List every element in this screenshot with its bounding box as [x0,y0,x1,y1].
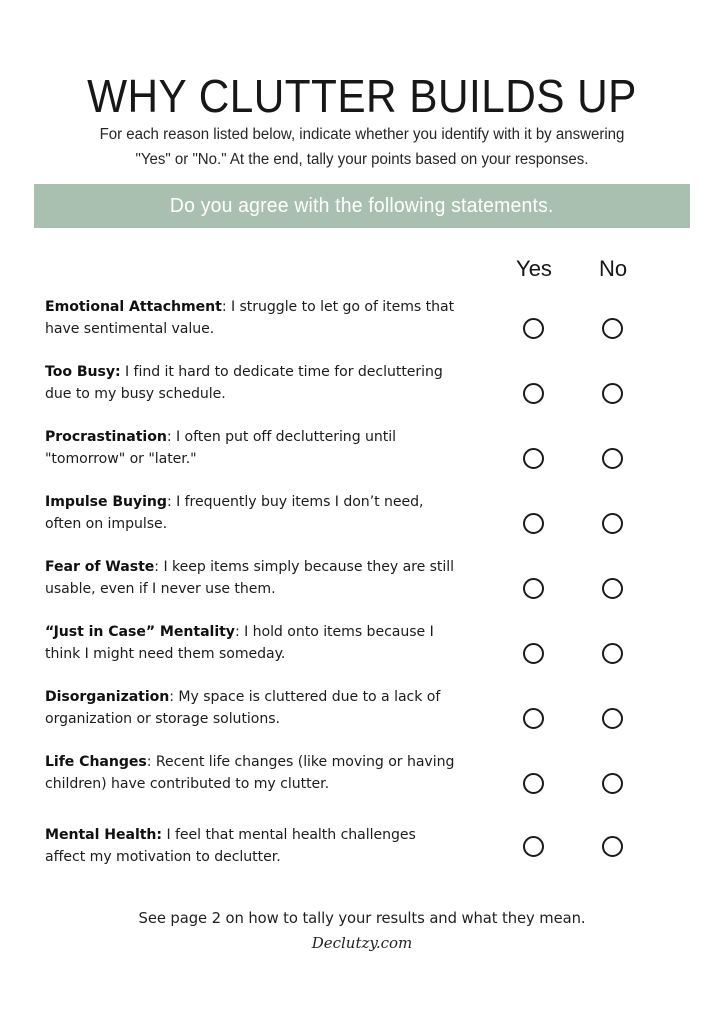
statement-body: My space is cluttered due to a lack of organization or storage solutions. [45,689,441,727]
section-banner [34,184,690,228]
statement-separator: : [166,429,176,445]
radio-no[interactable] [602,643,623,664]
radio-no[interactable] [602,708,623,729]
radio-no[interactable] [602,448,623,469]
radio-yes[interactable] [523,578,544,599]
column-header-yes: Yes [516,256,552,281]
radio-yes[interactable] [523,708,544,729]
statement-text [45,824,460,868]
statement-text [45,296,460,340]
statement-separator: : [221,299,231,315]
radio-yes[interactable] [523,383,544,404]
footer-note: See page 2 on how to tally your results and what they mean. [138,910,586,927]
statement-term: Life Changes [45,754,147,770]
radio-no[interactable] [602,578,623,599]
footer-site: Declutzy.com [311,934,413,952]
radio-yes[interactable] [523,836,544,857]
statement-term: Emotional Attachment [45,299,222,315]
statement-term: Mental Health: [45,827,163,843]
instructions-text: For each reason listed below, indicate whether you identify with it by answering "Yes" or "No." At the end, tally your points based on your responses. [99,125,625,168]
page-title: WHY CLUTTER BUILDS UP [87,69,637,122]
statement-separator: : [234,624,245,640]
statement-separator: : [146,754,156,770]
radio-no[interactable] [602,773,623,794]
statement-term: Fear of Waste [45,559,155,575]
statement-text [45,751,460,795]
statement-body: I often put off decluttering until "tomorrow" or "later." [45,429,396,467]
radio-yes[interactable] [523,318,544,339]
statement-body: I keep items simply because they are still usable, even if I never use them. [45,559,455,597]
statement-body: I feel that mental health challenges affect my motivation to declutter. [45,827,416,865]
statement-text [45,686,460,730]
statement-separator: : [169,689,179,705]
statement-body: I hold onto items because I think I might need them someday. [45,624,434,662]
statement-term: Procrastination [45,429,167,445]
statement-text [45,621,460,665]
statement-text [45,491,460,535]
section-banner-label: Do you agree with the following statements. [170,194,554,217]
statement-term: Disorganization [45,689,170,705]
statement-body: Recent life changes (like moving or having children) have contributed to my clutter. [45,754,455,792]
statement-text [45,556,460,600]
statement-term: Too Busy: [45,364,121,380]
statement-body: I find it hard to dedicate time for decluttering due to my busy schedule. [45,364,443,402]
column-headers [0,256,724,284]
statement-text [45,361,460,405]
radio-yes[interactable] [523,773,544,794]
column-header-no: No [598,256,628,281]
statement-term: “Just in Case” Mentality [45,624,235,640]
radio-yes[interactable] [523,513,544,534]
radio-no[interactable] [602,318,623,339]
statement-text [45,426,460,470]
radio-yes[interactable] [523,448,544,469]
radio-yes[interactable] [523,643,544,664]
statement-body: I struggle to let go of items that have sentimental value. [45,299,455,337]
radio-no[interactable] [602,513,623,534]
statement-separator: : [154,559,164,575]
statement-separator: : [166,494,177,510]
footer [0,908,724,953]
radio-no[interactable] [602,836,623,857]
statement-body: I frequently buy items I don’t need, often on impulse. [45,494,424,532]
radio-no[interactable] [602,383,623,404]
statement-term: Impulse Buying [45,494,167,510]
